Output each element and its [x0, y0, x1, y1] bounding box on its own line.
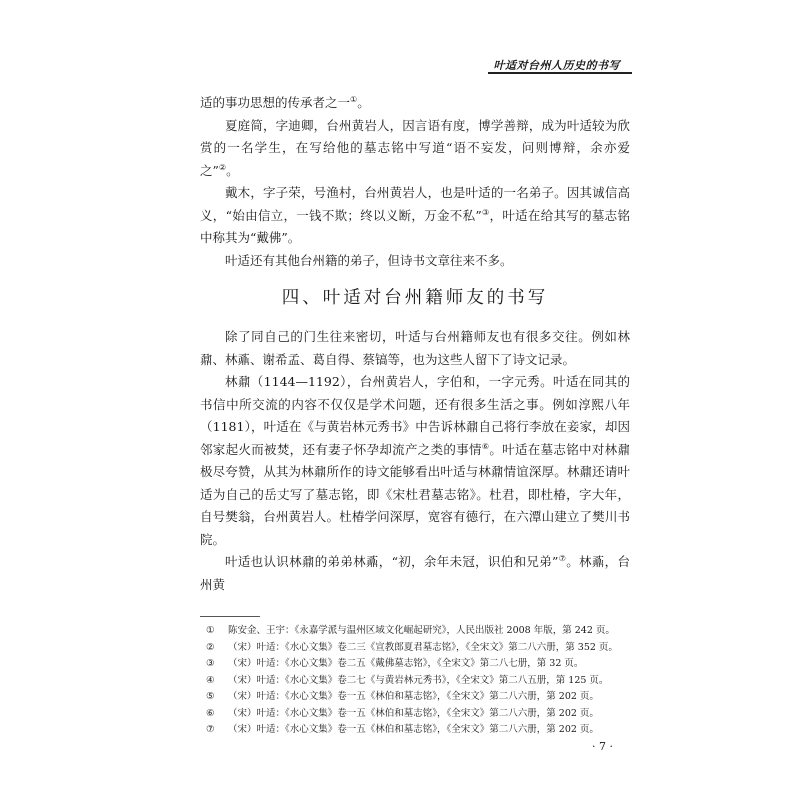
- page-body: [200, 92, 630, 739]
- paragraph-text: 夏庭简，字迪卿，台州黄岩人，因言语有度，博学善辩，成为叶适较为欣赏的一名学生，在写给他的墓志铭中写道“语不妄发，问则博辩，余亦爱之”: [200, 117, 630, 178]
- footnote-text: 陈安金、王宇：《永嘉学派与温州区域文化崛起研究》，人民出版社 2008 年版，第 242 页。: [228, 625, 615, 636]
- paragraph: [200, 371, 630, 551]
- footnote-mark: ①: [206, 625, 215, 636]
- paragraph-text: 叶适还有其他台州籍的弟子，但诗书文章往来不多。: [225, 252, 513, 268]
- running-header-title: 叶适对台州人历史的书写: [493, 59, 620, 72]
- footnote-text: （宋）叶适：《水心文集》卷一五《林伯和墓志铭》，《全宋文》第二八六册，第 202 页。: [228, 707, 599, 719]
- paragraph-text: 叶适也认识林鼐的弟弟林鼒，“初，余年未冠，识伯和兄弟”: [225, 554, 559, 569]
- footnote-mark: ④: [206, 674, 215, 686]
- paragraph-text: 戴木，字子荣，号渔村，台州黄岩人，也是叶适的一名弟子。因其诚信高义，“始由信立，一钱不欺；终以义断，万金不私”: [200, 185, 630, 223]
- footnote-item: [200, 706, 630, 723]
- footnote-item: [200, 722, 630, 739]
- footnote-item: [200, 623, 630, 640]
- footnote-ref[interactable]: ③: [481, 207, 490, 217]
- footnote-mark: ②: [206, 641, 215, 653]
- paragraph-tail: 。: [357, 95, 370, 110]
- section-heading: 四、叶适对台州籍师友的书写: [281, 288, 549, 308]
- paragraph-text: 适的事功思想的传承者之一: [200, 95, 351, 110]
- footnote-mark: ⑥: [206, 707, 215, 719]
- top-paragraphs: [200, 92, 630, 272]
- footnote-ref[interactable]: ②: [218, 162, 227, 172]
- footnote-item: [200, 673, 630, 690]
- footnote-mark: ⑤: [206, 691, 215, 702]
- footnote-text: （宋）叶适：《水心文集》卷二三《宣教郎夏君墓志铭》，《全宋文》第二八六册，第 352 页。: [228, 641, 618, 653]
- paragraph: [200, 182, 630, 250]
- footnote-item: [200, 656, 630, 673]
- footnote-mark: ③: [206, 658, 215, 669]
- paragraph-tail: 。林鼒，台州黄: [200, 554, 630, 592]
- footnote-text: （宋）叶适：《水心文集》卷一五《林伯和墓志铭》，《全宋文》第二八六册，第 202 页。: [228, 691, 599, 702]
- paragraph: [200, 551, 630, 596]
- paragraph: [200, 92, 630, 115]
- footnote-mark: ⑦: [206, 724, 215, 735]
- paragraph-tail: 。叶适在墓志铭中对林鼐极尽夸赞，从其为林鼐所作的诗文能够看出叶适与林鼐情谊深厚。林鼐还请叶适为自己的岳丈写了墓志铭，即《宋杜君墓志铭》。杜君，即杜椿，字大年，自号樊翁，台州黄岩人。杜椿学问深厚，宽容有德行，在六潭山建立了樊川书院。: [200, 441, 630, 547]
- footnote-ref[interactable]: ⑦: [558, 553, 567, 563]
- footnote-text: （宋）叶适：《水心文集》卷一五《林伯和墓志铭》，《全宋文》第二八六册，第 202 页。: [228, 724, 599, 735]
- paragraph-text: 林鼐（1144—1192），台州黄岩人，字伯和，一字元秀。叶适在同其的书信中所交流的内容不仅仅是学术问题，还有很多生活之事。例如淳熙八年（1181），叶适在《与黄岩林元秀书》中告诉林鼐自己将行李放在妾家，却因邻家起火而被焚，还有妻子怀孕却流产之类的事情: [200, 374, 630, 457]
- footnote-text: （宋）叶适：《水心文集》卷二七《与黄岩林元秀书》，《全宋文》第二八五册，第 125 页。: [228, 674, 609, 686]
- footnote-ref[interactable]: ⑥: [481, 441, 490, 451]
- paragraph-tail: 。: [226, 162, 239, 178]
- footnote-text: （宋）叶适：《水心文集》卷二五《戴佛墓志铭》，《全宋文》第二八七册，第 32 页。: [228, 658, 584, 669]
- paragraph: [200, 250, 630, 273]
- paragraph: [200, 115, 630, 183]
- footnote-item: [200, 689, 630, 706]
- paragraph: [200, 326, 630, 371]
- footnote-rule: [200, 616, 260, 617]
- footnote-list: [200, 623, 630, 739]
- footnote-item: [200, 640, 630, 657]
- paragraph-text: 除了同自己的门生往来密切，叶适与台州籍师友也有很多交往。例如林鼐、林鼒、谢希孟、葛自得、蔡镐等，也为这些人留下了诗文记录。: [200, 329, 630, 367]
- paragraph-tail: ，叶适在给其写的墓志铭中称其为“戴佛”。: [200, 207, 630, 245]
- footnote-ref[interactable]: ①: [350, 94, 358, 104]
- page-number: · 7 ·: [592, 740, 613, 753]
- header-rule: [488, 72, 632, 74]
- section-paragraphs: [200, 326, 630, 596]
